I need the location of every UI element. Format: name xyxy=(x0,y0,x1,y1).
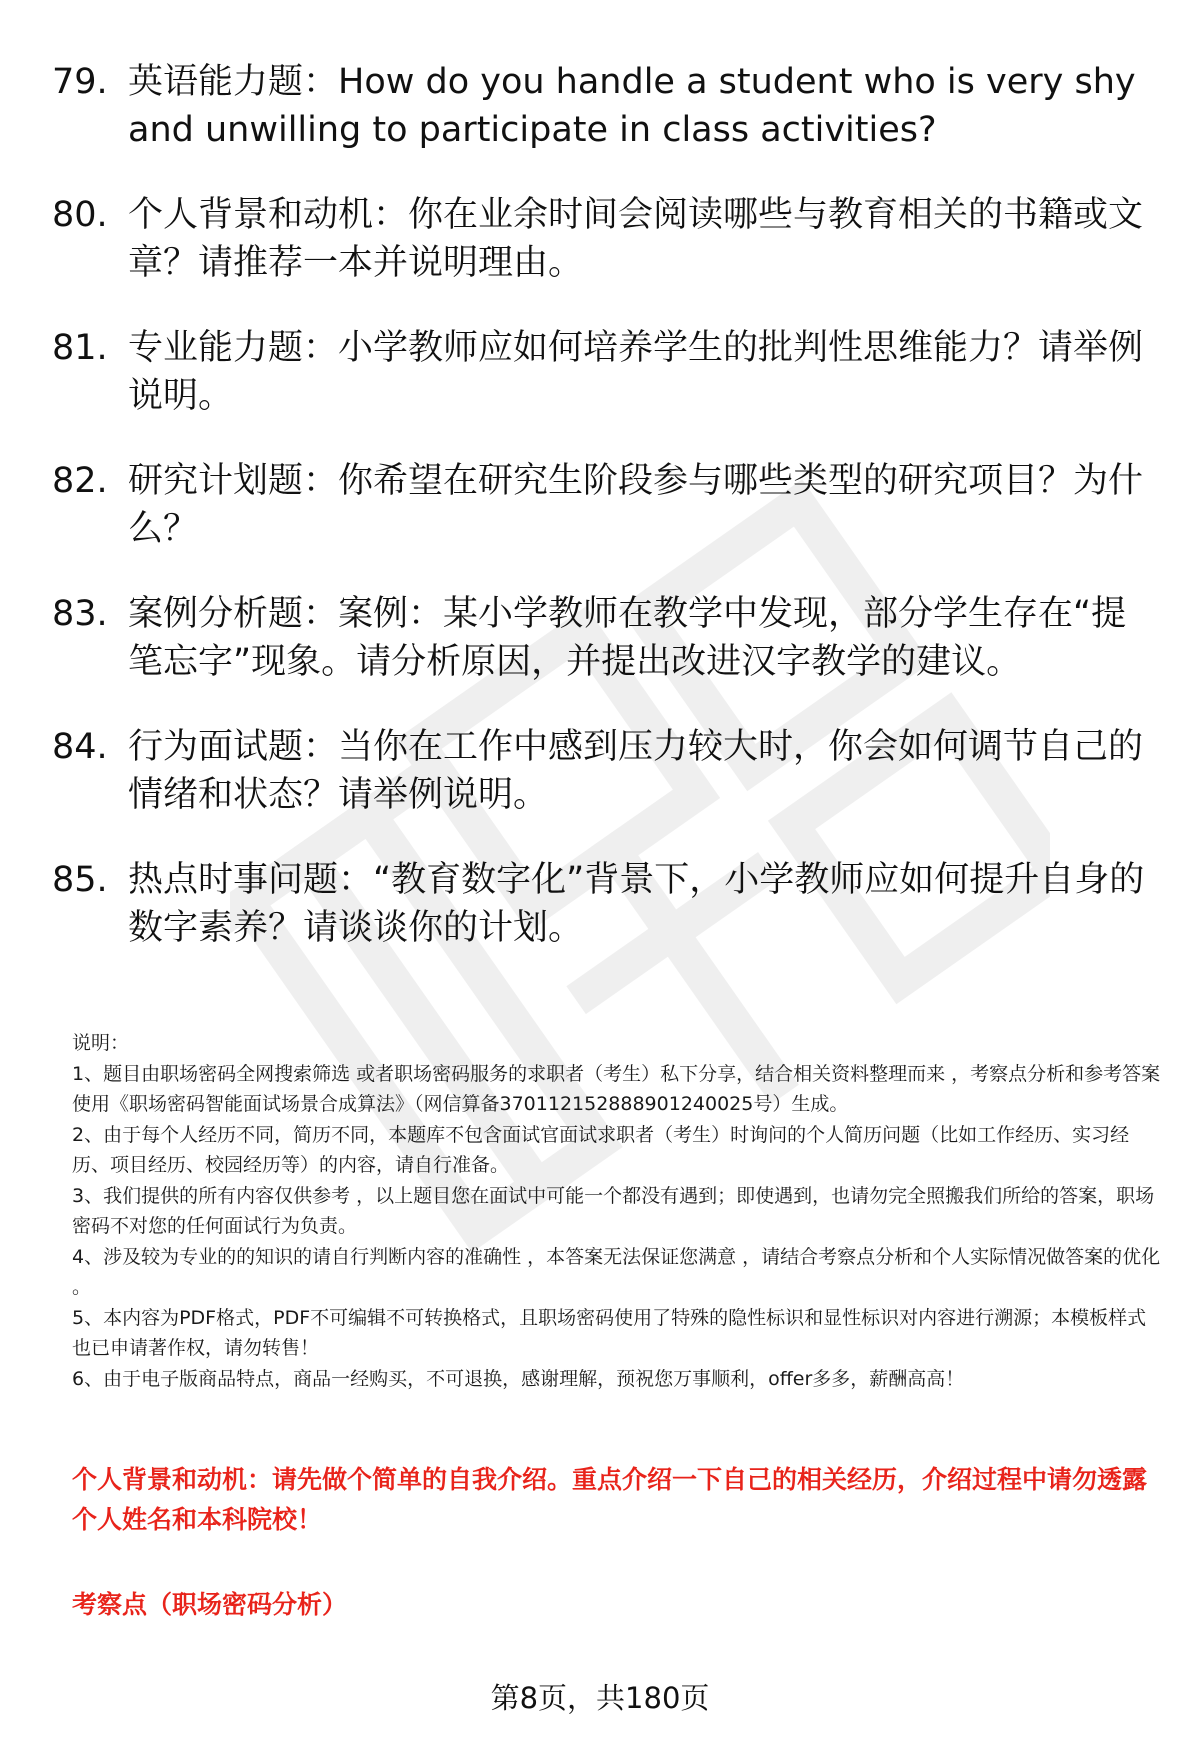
question-text: 案例分析题：案例：某小学教师在教学中发现，部分学生存在“提笔忘字”现象。请分析原因，并提出改进汉字教学的建议。 xyxy=(128,594,1127,682)
question-number: 82. xyxy=(52,461,108,501)
question-item xyxy=(52,457,1152,553)
question-item xyxy=(52,191,1152,287)
note-item: 6、由于电子版商品特点，商品一经购买，不可退换，感谢理解，预祝您万事顺利，offer多多，薪酬高高！ xyxy=(72,1367,965,1390)
question-text: 行为面试题：当你在工作中感到压力较大时，你会如何调节自己的情绪和状态？请举例说明。 xyxy=(128,727,1144,815)
note-item: 4、涉及较为专业的的知识的请自行判断内容的准确性 ，本答案无法保证您满意 ，请结合考察点分析和个人实际情况做答案的优化 。 xyxy=(72,1245,1161,1298)
highlighted-question xyxy=(72,1460,1162,1540)
question-item xyxy=(52,590,1152,686)
note-item: 1、题目由职场密码全网搜索筛选 或者职场密码服务的求职者（考生）私下分享，结合相关资料整理而来 ，考察点分析和参考答案使用《职场密码智能面试场景合成算法》（网信算备370112152888901240025号）生成。 xyxy=(72,1062,1161,1115)
question-list xyxy=(52,58,1152,989)
highlighted-question-text: 个人背景和动机：请先做个简单的自我介绍。重点介绍一下自己的相关经历，介绍过程中请勿透露个人姓名和本科院校！ xyxy=(72,1465,1148,1534)
page-number: 第8页，共180页 xyxy=(490,1681,710,1715)
question-item xyxy=(52,58,1152,154)
notes-section xyxy=(72,1028,1162,1394)
question-text: 专业能力题：小学教师应如何培养学生的批判性思维能力？请举例说明。 xyxy=(128,328,1144,416)
question-number: 81. xyxy=(52,328,108,368)
question-number: 85. xyxy=(52,860,108,900)
question-number: 84. xyxy=(52,727,108,767)
note-item: 3、我们提供的所有内容仅供参考 ，以上题目您在面试中可能一个都没有遇到；即使遇到，也请勿完全照搬我们所给的答案，职场密码不对您的任何面试行为负责。 xyxy=(72,1184,1155,1237)
question-text: 个人背景和动机：你在业余时间会阅读哪些与教育相关的书籍或文章？请推荐一本并说明理由。 xyxy=(128,195,1144,283)
note-item: 5、本内容为PDF格式，PDF不可编辑不可转换格式，且职场密码使用了特殊的隐性标识和显性标识对内容进行溯源；本模板样式也已申请著作权，请勿转售！ xyxy=(72,1306,1147,1359)
question-text: 研究计划题：你希望在研究生阶段参与哪些类型的研究项目？为什么？ xyxy=(128,461,1144,549)
question-number: 80. xyxy=(52,195,108,235)
question-item xyxy=(52,324,1152,420)
note-item: 2、由于每个人经历不同，简历不同，本题库不包含面试官面试求职者（考生）时询问的个人简历问题（比如工作经历、实习经历、项目经历、校园经历等）的内容，请自行准备。 xyxy=(72,1123,1130,1176)
question-number: 79. xyxy=(52,62,108,102)
question-text: 热点时事问题：“教育数字化”背景下，小学教师应如何提升自身的数字素养？请谈谈你的计划。 xyxy=(128,860,1145,948)
question-item xyxy=(52,723,1152,819)
question-number: 83. xyxy=(52,594,108,634)
question-item xyxy=(52,856,1152,952)
analysis-heading: 考察点（职场密码分析） xyxy=(72,1590,348,1619)
notes-title: 说明： xyxy=(72,1032,130,1054)
question-text: 英语能力题：How do you handle a student who is very shy and unwilling to participate in class activities? xyxy=(128,62,1136,150)
